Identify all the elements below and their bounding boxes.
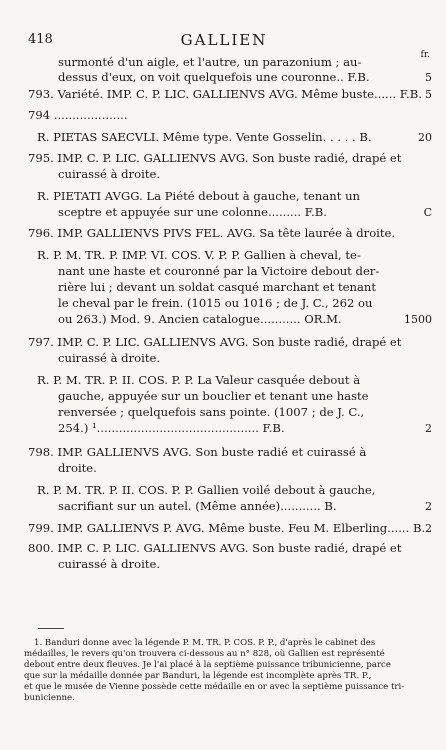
text-line: gauche, appuyée sur un bouclier et tenant une haste <box>58 389 369 403</box>
text-line: sceptre et appuyée sur une colonne......... F.B. <box>58 205 327 219</box>
page-header <box>28 31 430 60</box>
text-line: cuirassé à droite. <box>58 351 161 365</box>
footnote-line: médailles, le revers qu'on trouvera ci-dessous au n° 828, où Gallien est représenté <box>24 649 385 659</box>
text-line: le cheval par le frein. (1015 ou 1016 ; de J. C., 262 ou <box>58 296 373 310</box>
text-line: droite. <box>58 461 97 475</box>
footnote-line: 1. Banduri donne avec la légende P. M. TR. P. COS. P. P., d'après le cabinet des <box>34 638 376 648</box>
text-line: rière lui ; devant un soldat casqué marchant et tenant <box>58 280 377 294</box>
text-line: 795. IMP. C. P. LIC. GALLIENVS AVG. Son buste radié, drapé et <box>28 151 402 165</box>
text-line: 793. Variété. IMP. C. P. LIC. GALLIENVS AVG. Même buste...... F.B. <box>28 87 422 101</box>
price-value: 5 <box>425 71 432 84</box>
footnote-line: et que le musée de Vienne possède cette médaille en or avec la septième puissance tri- <box>24 682 405 692</box>
price-value: 2 <box>425 522 432 535</box>
text-line: cuirassé à droite. <box>58 557 161 571</box>
footnote-line: que sur la médaille donnée par Banduri, la légende est incomplète après TR. P., <box>24 671 372 681</box>
footnote-line: bunicienne. <box>24 693 75 703</box>
text-line: R. PIETATI AVGG. La Piété debout à gauche, tenant un <box>37 189 361 203</box>
text-line: R. P. M. TR. P. II. COS. P. P. Gallien voilé debout à gauche, <box>37 483 376 497</box>
text-line: renversée ; quelquefois sans pointe. (1007 ; de J. C., <box>58 405 365 419</box>
text-line: 798. IMP. GALLIENVS AVG. Son buste radié et cuirassé à <box>28 445 367 459</box>
page-title: GALLIEN <box>180 31 268 49</box>
text-line: R. P. M. TR. P. II. COS. P. P. La Valeur casquée debout à <box>37 373 361 387</box>
text-line: 799. IMP. GALLIENVS P. AVG. Même buste. Feu M. Elberling...... B. <box>28 521 426 535</box>
text-line: 794 .................... <box>28 108 128 122</box>
page-number: 418 <box>28 32 53 47</box>
text-line: R. PIETAS SAECVLI. Même type. Vente Gosselin. . . . . B. <box>37 130 372 144</box>
price-column-label: fr. <box>420 50 430 60</box>
text-line: sacrifiant sur un autel. (Même année)........... B. <box>58 499 337 513</box>
price-value: 5 <box>425 88 432 101</box>
price-value: 20 <box>418 131 432 144</box>
price-value: 2 <box>425 500 432 513</box>
text-line: ou 263.) Mod. 9. Ancien catalogue........... OR.M. <box>58 312 342 326</box>
text-line: nant une haste et couronné par la Victoire debout der- <box>58 264 380 278</box>
price-value: C <box>423 206 432 219</box>
text-line: 254.) ¹............................................ F.B. <box>58 421 285 435</box>
text-line: surmonté d'un aigle, et l'autre, un parazonium ; au- <box>58 55 362 69</box>
text-line: 796. IMP. GALLIENVS PIVS FEL. AVG. Sa tête laurée à droite. <box>28 226 396 240</box>
footnote-line: debout entre deux fleuves. Je l'ai placé à la septième puissance tribunicienne, parce <box>24 660 391 670</box>
text-line: dessus d'eux, on voit quelquefois une couronne.. F.B. <box>58 70 370 84</box>
price-value: 1500 <box>404 313 432 326</box>
footnote-rule <box>38 628 64 629</box>
text-line: cuirassé à droite. <box>58 167 161 181</box>
price-value: 2 <box>425 422 432 435</box>
text-line: R. P. M. TR. P. IMP. VI. COS. V. P. P. Gallien à cheval, te- <box>37 248 361 262</box>
text-line: 797. IMP. C. P. LIC. GALLIENVS AVG. Son buste radié, drapé et <box>28 335 402 349</box>
text-line: 800. IMP. C. P. LIC. GALLIENVS AVG. Son buste radié, drapé et <box>28 541 402 555</box>
